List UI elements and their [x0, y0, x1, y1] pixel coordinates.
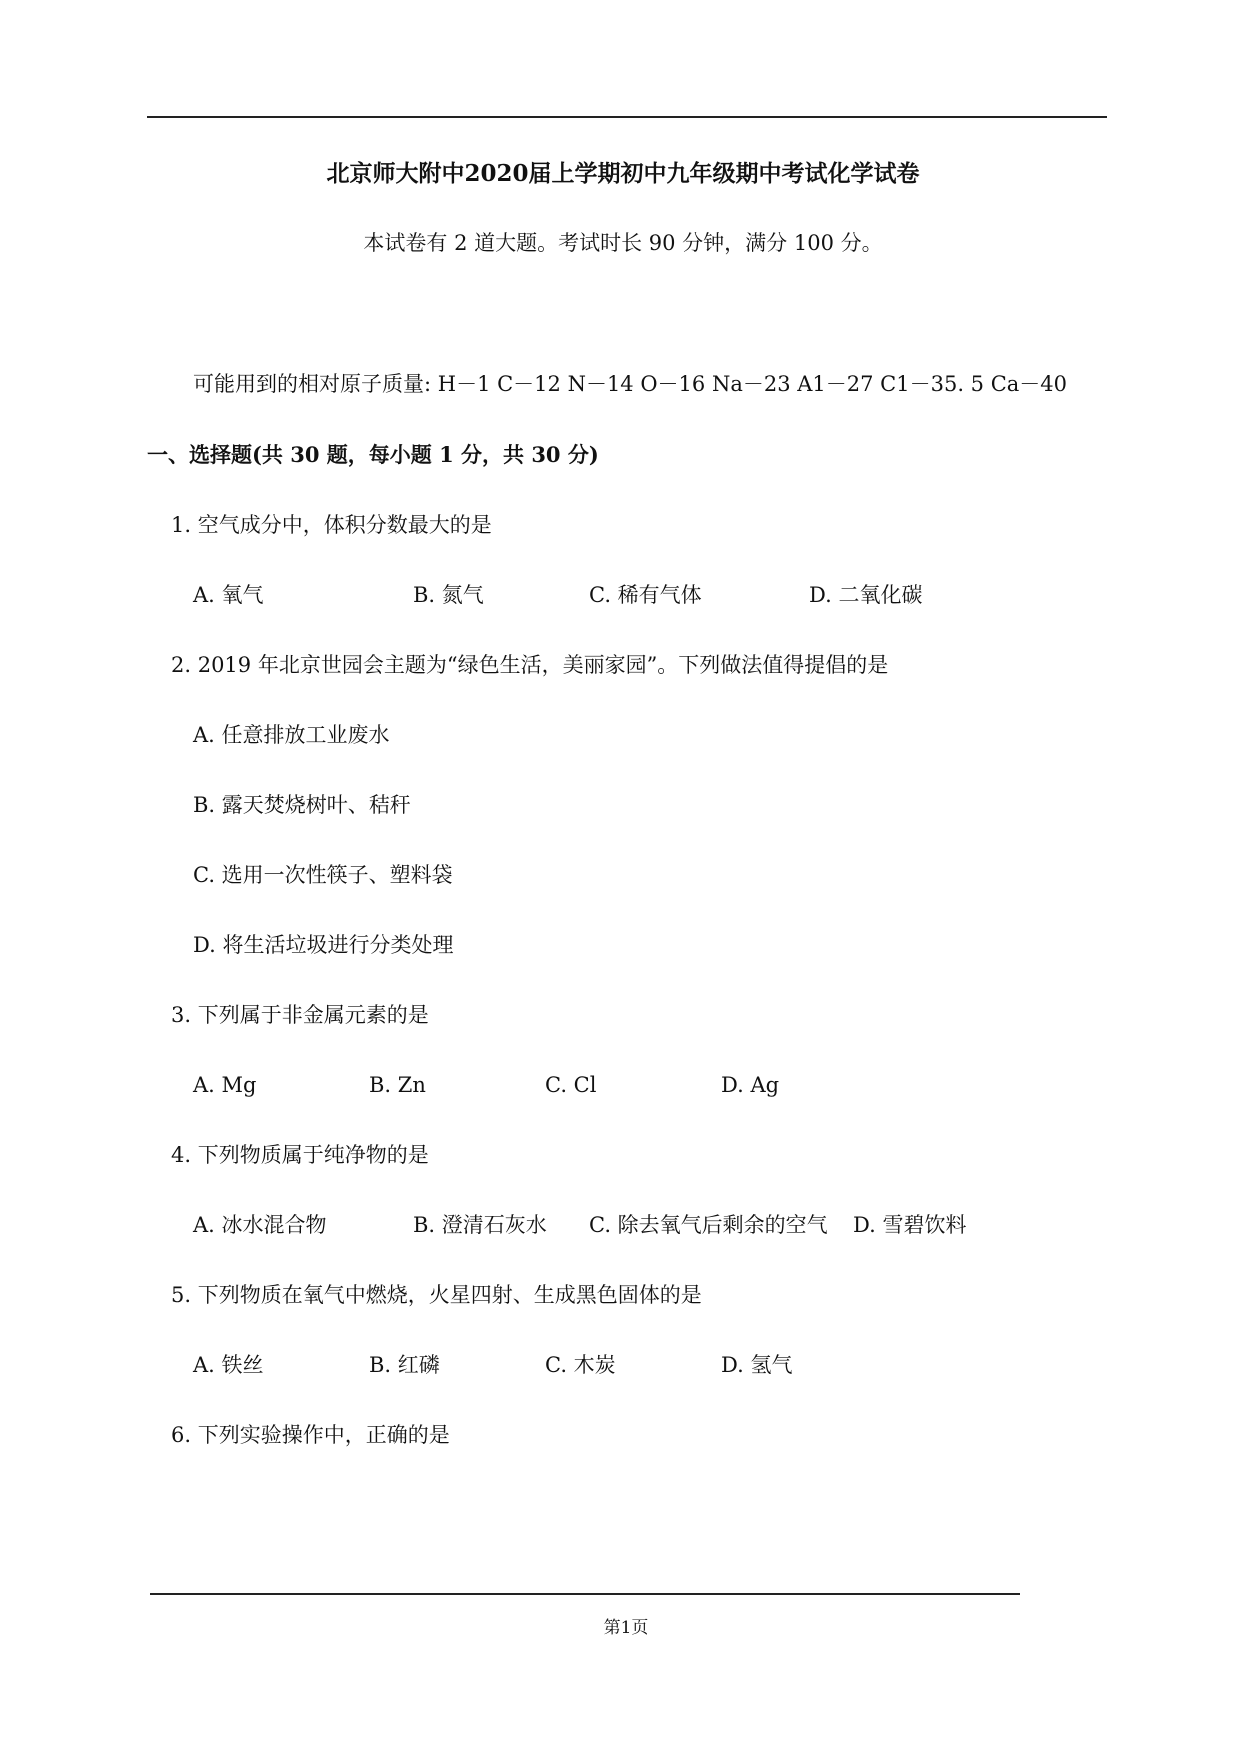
question-stem: 6. 下列实验操作中，正确的是 — [171, 1423, 450, 1447]
question-option: D. 氢气 — [721, 1353, 793, 1377]
question-option: C. 木炭 — [545, 1353, 616, 1377]
question-option: D. 将生活垃圾进行分类处理 — [193, 933, 454, 957]
question-stem: 3. 下列属于非金属元素的是 — [171, 1003, 429, 1027]
question-option: B. 氮气 — [413, 583, 484, 607]
question-option: A. 氧气 — [193, 583, 264, 607]
question-option: D. 雪碧饮料 — [853, 1213, 967, 1237]
exam-title: 北京师大附中2020届上学期初中九年级期中考试化学试卷 — [326, 160, 920, 187]
question-option: C. 稀有气体 — [589, 583, 702, 607]
question-option: A. 铁丝 — [193, 1353, 264, 1377]
question-stem: 5. 下列物质在氧气中燃烧，火星四射、生成黑色固体的是 — [171, 1283, 702, 1307]
question-option: D. Ag — [721, 1073, 780, 1097]
question-option: A. 冰水混合物 — [193, 1213, 327, 1237]
exam-subtitle: 本试卷有 2 道大题。考试时长 90 分钟，满分 100 分。 — [363, 231, 883, 255]
question-option: D. 二氧化碳 — [809, 583, 923, 607]
question-option: C. Cl — [545, 1073, 597, 1097]
question-stem: 2. 2019 年北京世园会主题为“绿色生活，美丽家园”。下列做法值得提倡的是 — [171, 653, 889, 677]
section-heading: 一、选择题(共 30 题，每小题 1 分，共 30 分) — [147, 442, 599, 467]
question-stem: 4. 下列物质属于纯净物的是 — [171, 1143, 429, 1167]
page-number: 第1页 — [603, 1618, 649, 1638]
question-option: A. 任意排放工业废水 — [193, 723, 390, 747]
question-option: B. 澄清石灰水 — [413, 1213, 547, 1237]
question-option: A. Mg — [193, 1073, 257, 1097]
bottom-rule — [150, 1593, 1020, 1595]
question-option: C. 除去氧气后剩余的空气 — [589, 1213, 828, 1237]
atomic-mass-note: 可能用到的相对原子质量: H－1 C－12 N－14 O－16 Na－23 A1－27 C1－35. 5 Ca－40 — [193, 372, 1068, 396]
question-option: B. 露天焚烧树叶、秸秆 — [193, 793, 411, 817]
question-stem: 1. 空气成分中，体积分数最大的是 — [171, 513, 492, 537]
question-option: B. 红磷 — [369, 1353, 440, 1377]
top-rule — [147, 116, 1107, 118]
question-option: B. Zn — [369, 1073, 426, 1097]
question-option: C. 选用一次性筷子、塑料袋 — [193, 863, 453, 887]
